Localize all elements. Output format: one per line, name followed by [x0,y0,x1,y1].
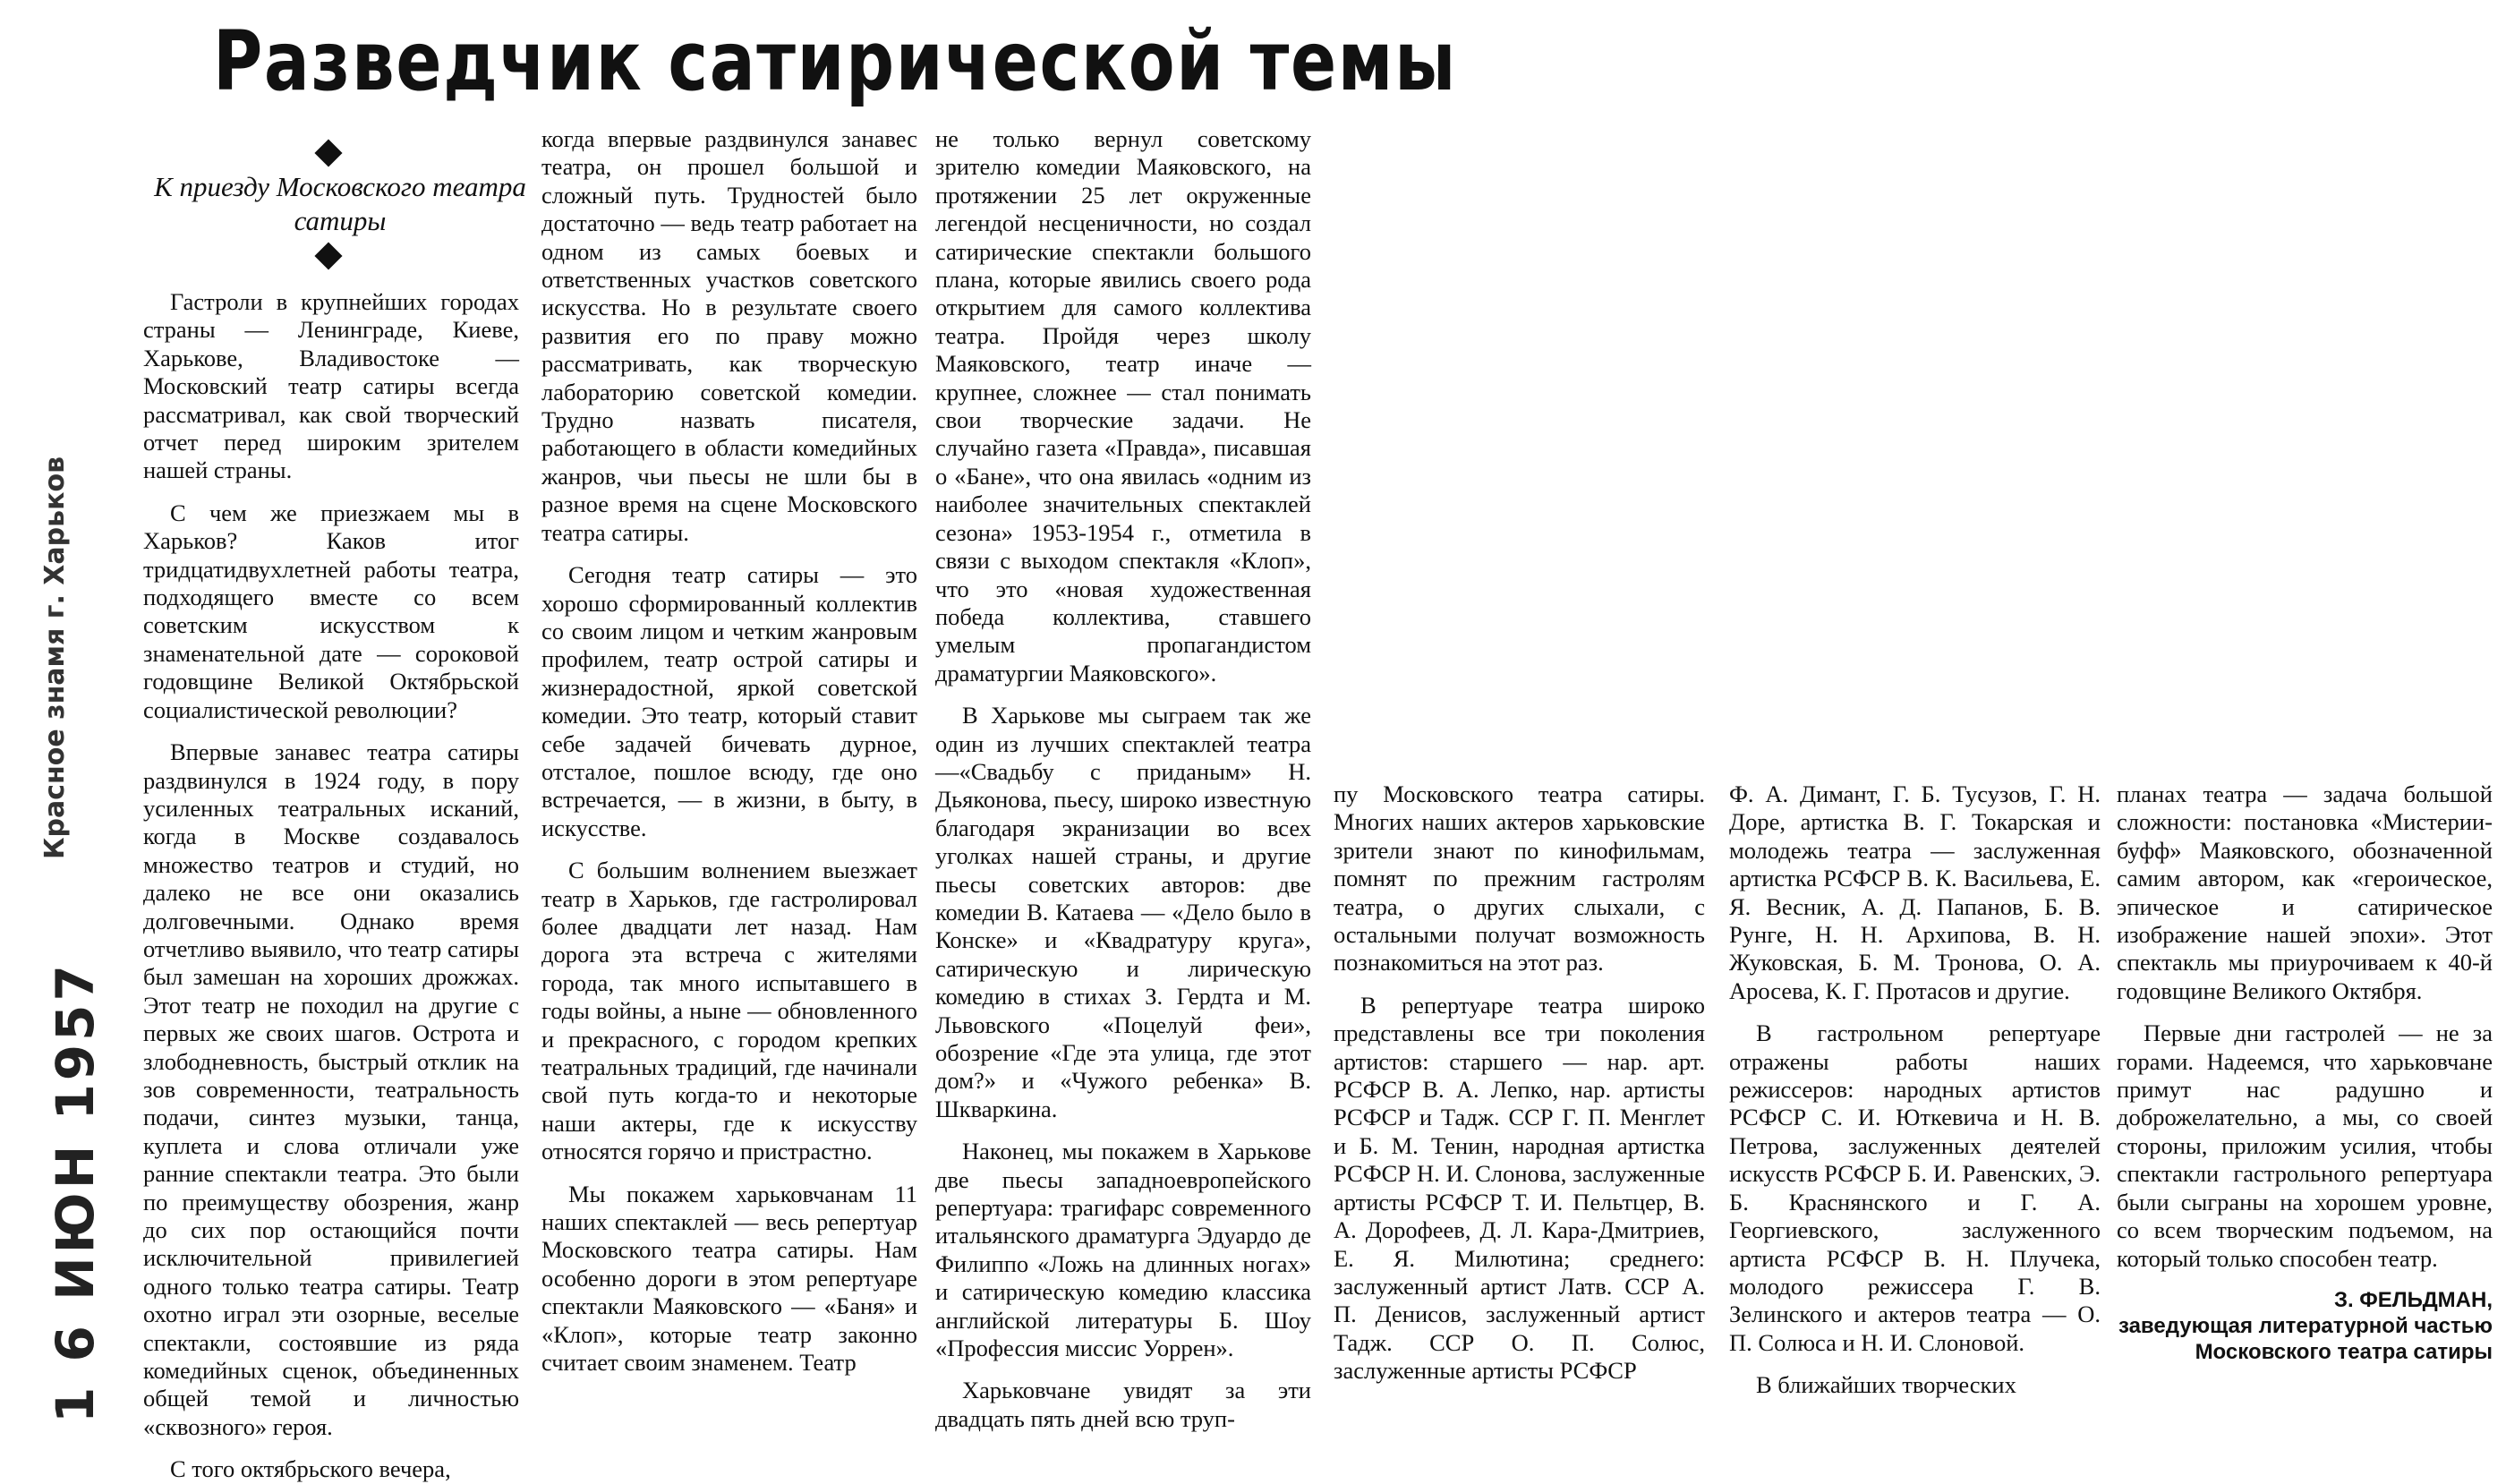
headline: Разведчик сатирической темы [213,13,1457,109]
date-stamp: 1 6 ИЮН 1957 [45,961,106,1423]
paragraph: С чем же приезжаем мы в Харьков? Каков итог тридцатидвухлетней работы театра, подходящего вместе со всем советским искусством к знаменательной дате — сороковой годовщине Великой Октябрьской социалистической революции? [143,499,519,723]
source-stamp: Красное знамя г. Харьков [39,456,71,859]
paragraph: С того октябрьского вечера, [170,1455,451,1483]
paragraph: С большим волнением выезжает театр в Харьков, где гастролировал более двадцати лет назад. Нам дорога эта встреча с жителями города, так много испытавшего в годы войны, а ныне — обновленного и прекрасного, с городом крепких театральных традиций, где начинали свой путь когда-то и некоторые наши актеры, где к искусству относятся горячо и пристрастно. [541,857,917,1165]
paragraph: планах театра — задача большой сложности: постановка «Мистерии-буфф» Маяковского, обозначенной самим автором, как «героическое, эпическое и сатирическое изображение нашей эпохи». Этот спектакль мы приурочиваем к 40-й годовщине Великого Октября. [2117,780,2493,1004]
paragraph: В репертуаре театра широко представлены все три поколения артистов: старшего — нар. арт. РСФСР В. А. Лепко, нар. артисты РСФСР и Тадж. ССР Г. П. Менглет и Б. М. Тенин, народная артистка РСФСР Н. И. Слонова, заслуженные артисты РСФСР Т. И. Пельтцер, В. А. Дорофеев, Д. Л. Кара-Дмитриев, Е. Я. Милютина; среднего: заслуженный артист Латв. ССР А. П. Денисов, заслуженный артист Тадж. ССР О. П. Солюс, заслуженные артисты РСФСР [1334,991,1705,1385]
article-column-4 [1334,780,1705,1407]
paragraph: пу Московского театра сатиры. Многих наших актеров харьковские зрители знают по кинофильмам, помнят по прежним гастролям театра, о других слыхали, с остальными получат возможность познакомиться на этот раз. [1334,780,1705,977]
paragraph: Ф. А. Димант, Г. Б. Тусузов, Г. Н. Доре, артистка В. Г. Токарская и молодежь театра — заслуженная артистка РСФСР В. К. Васильева, Е. Я. Весник, А. Д. Папанов, Б. В. Рунге, Н. Н. Архипова, В. Н. Жуковская, Б. М. Тронова, О. А. Аросева, К. Г. Протасов и другие. [1729,780,2101,1004]
diamond-ornament-top [314,139,342,166]
paragraph: Первые дни гастролей — не за горами. Надеемся, что харьковчане примут нас радушно и доброжелательно, а мы, со своей стороны, приложим усилия, чтобы спектакли гастрольного репертуара были сыграны на хорошем уровне, со всем творческим подъемом, на который только способен театр. [2117,1019,2493,1272]
article-column-5 [1729,780,2101,1407]
paragraph: Сегодня театр сатиры — это хорошо сформированный коллектив со своим лицом и четким жанровым профилем, театр острой сатиры и жизнерадостной, яркой советской комедии. Это театр, который ставит себе задачей бичевать дурное, отсталое, пошлое всюду, где оно встречается, — в жизни, в быту, в искусстве. [541,561,917,841]
paragraph: Мы покажем харьковчанам 11 наших спектаклей — весь репертуар Московского театра сатиры. Нам особенно дороги в этом репертуаре спектакли Маяковского — «Баня» и «Клоп», которые театр законно считает своим знаменем. Театр [541,1180,917,1377]
paragraph: не только вернул советскому зрителю комедии Маяковского, на протяжении 25 лет окруженные легендой несценичности, но создал сатирические спектакли большого плана, которые явились своего рода открытием для самого коллектива театра. Пройдя через школу Маяковского, театр иначе — крупнее, сложнее — стал понимать свои творческие задачи. Не случайно газета «Правда», писавшая о «Бане», что она явилась «одним из наиболее значительных спектаклей сезона» 1953-1954 г., отметила в связи с выходом спектакля «Клоп», что это «новая художественная победа коллектива, ставшего умелым пропагандистом драматургии Маяковского». [935,125,1311,687]
subtitle: К приезду Московского театра сатиры [154,171,526,236]
paragraph: Харьковчане увидят за эти двадцать пять дней всю труп- [935,1377,1311,1432]
paragraph: Наконец, мы покажем в Харькове две пьесы западноевропейского репертуара: трагифарс современного итальянского драматурга Эдуардо де Филиппо «Ложь на длинных ногах» и сатирическую комедию классика английской литературы Б. Шоу «Профессия миссис Уоррен». [935,1138,1311,1362]
paragraph: В гастрольном репертуаре отражены работы наших режиссеров: народных артистов РСФСР С. И. Юткевича и Н. В. Петрова, заслуженных деятелей искусств РСФСР Б. И. Равенских, Э. Б. Краснянского и Г. А. Георгиевского, заслуженного артиста РСФСР В. Н. Плучека, молодого режиссера Г. В. Зелинского и актеров театра — О. П. Солюса и Н. И. Слоновой. [1729,1019,2101,1356]
signature [2117,1287,2493,1365]
author-role-line-2: Московского театра сатиры [2195,1339,2493,1364]
paragraph: В Харькове мы сыграем так же один из лучших спектаклей театра—«Свадьбу с приданым» Н. Дьяконова, пьесу, широко известную благодаря экранизации во всех уголках нашей страны, и другие пьесы советских авторов: две комедии В. Катаева — «Дело было в Конске» и «Квадратуру круга», сатирическую и лирическую комедию в стихах З. Гердта и М. Львовского «Поцелуй феи», обозрение «Где эта улица, где этот дом?» и «Чужого ребенка» В. Шкваркина. [935,702,1311,1122]
article-column-6 [2117,780,2493,1407]
article-column-2 [541,125,917,1405]
paragraph: Впервые занавес театра сатиры раздвинулся в 1924 году, в пору усиленных театральных исканий, когда в Москве создавалось множество театров и студий, но далеко не все они оказались долговечными. Однако время отчетливо выявило, что театр сатиры был замешан на хороших дрожжах. Этот театр не походил на другие с первых же своих шагов. Острота и злободневность, быстрый отклик на зов современности, театральность подачи, синтез музыки, танца, куплета и слова отличали уже ранние спектакли театра. Это были по преимуществу обозрения, жанр до сих пор остающийся почти исключительной привилегией одного только театра сатиры. Театр охотно играл эти озорные, веселые спектакли, состоявшие из ряда комедийных сценок, объединенных общей темой и личностью «сквозного» героя. [143,738,519,1440]
paragraph: Гастроли в крупнейших городах страны — Ленинграде, Киеве, Харькове, Владивостоке — Московский театр сатиры всегда рассматривал, как свой творческий отчет перед широким зрителем нашей страны. [143,288,519,484]
diamond-ornament-bottom [314,242,342,269]
paragraph: В ближайших творческих [1756,1371,2016,1399]
author-role-line-1: заведующая литературной частью [2118,1313,2493,1338]
paragraph: когда впервые раздвинулся занавес театра, он прошел большой и сложный путь. Трудностей было достаточно — ведь театр работает на одном из самых боевых и ответственных участков советского искусства. Но в результате своего развития его по праву можно рассматривать, как творческую лабораторию советской комедии. Трудно назвать писателя, работающего в области комедийных жанров, чьи пьесы не шли бы в разное время на сцене Московского театра сатиры. [541,125,917,546]
author-name: З. ФЕЛЬДМАН, [2333,1287,2493,1312]
article-column-1 [143,288,519,1483]
article-column-3 [935,125,1311,1432]
